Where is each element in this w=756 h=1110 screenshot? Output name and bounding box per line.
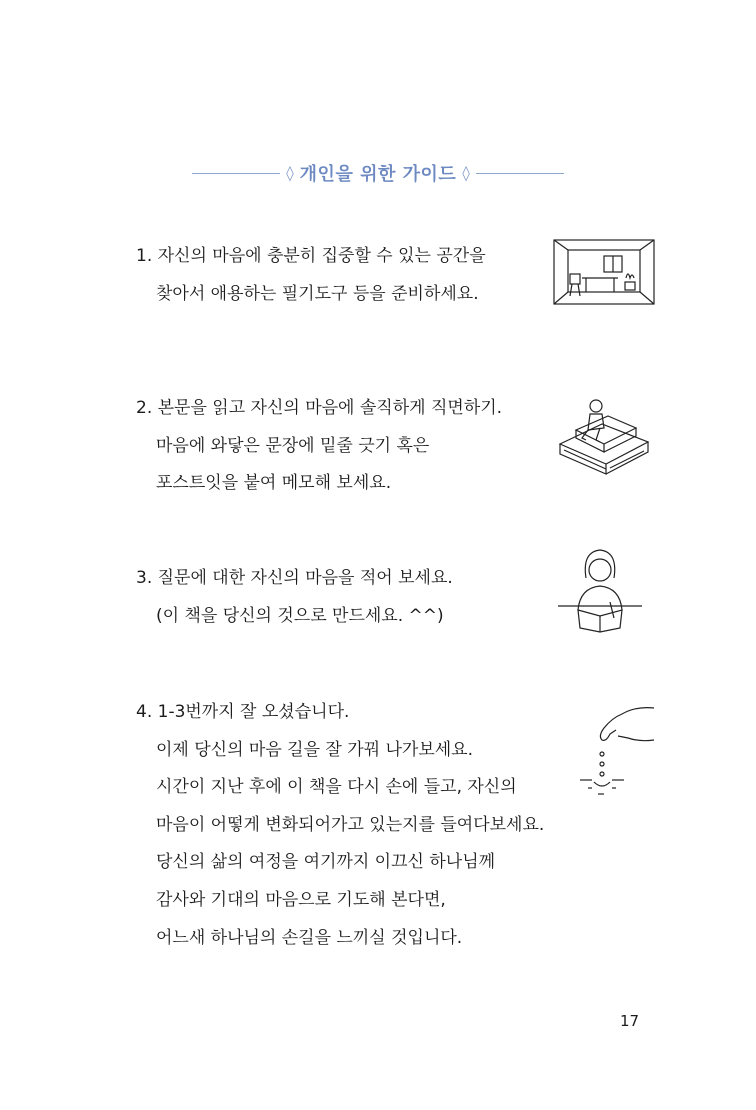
person-writing-icon [558,544,642,634]
guide-item-3-line: (이 책을 당신의 것으로 만드세요. ^^) [156,605,444,626]
guide-item-2-line: 2. 본문을 읽고 자신의 마음에 솔직하게 직면하기. [136,398,503,418]
guide-item-4 [136,694,544,957]
guide-item-3-line: 3. 질문에 대한 자신의 마음을 적어 보세요. [136,568,453,588]
header-rule-right [476,173,564,174]
guide-item-4-line: 마음이 어떻게 변화되어가고 있는지를 들여다보세요. [156,814,545,835]
guide-item-4-line: 4. 1-3번까지 잘 오셨습니다. [136,702,350,722]
guide-item-3 [136,560,453,635]
guide-item-1-line: 1. 자신의 마음에 충분히 집중할 수 있는 공간을 [136,246,486,266]
header-rule-left [192,173,280,174]
guide-item-1-line: 찾아서 애용하는 필기도구 등을 준비하세요. [156,283,479,304]
hand-planting-seed-icon [578,700,658,800]
person-on-books-icon [556,394,656,478]
guide-item-1 [136,238,486,313]
diamond-right-icon: ◊ [462,163,470,182]
room-icon [552,238,656,306]
guide-item-4-line: 어느새 하나님의 손길을 느끼실 것입니다. [156,927,463,948]
guide-item-4-line: 감사와 기대의 마음으로 기도해 본다면, [156,889,446,910]
section-header [0,156,756,190]
guide-item-4-line: 당신의 삶의 여정을 여기까지 이끄신 하나님께 [156,852,496,873]
header-title: 개인을 위한 가이드 [299,164,457,185]
guide-item-4-line: 시간이 지난 후에 이 책을 다시 손에 들고, 자신의 [156,777,517,798]
page-number: 17 [620,1012,640,1030]
guide-item-4-line: 이제 당신의 마음 길을 잘 가꿔 나가보세요. [156,739,474,760]
diamond-left-icon: ◊ [286,163,294,182]
guide-item-2 [136,390,502,503]
guide-item-2-line: 포스트잇을 붙여 메모해 보세요. [156,473,392,494]
guide-item-2-line: 마음에 와닿은 문장에 밑줄 긋기 혹은 [156,435,430,456]
